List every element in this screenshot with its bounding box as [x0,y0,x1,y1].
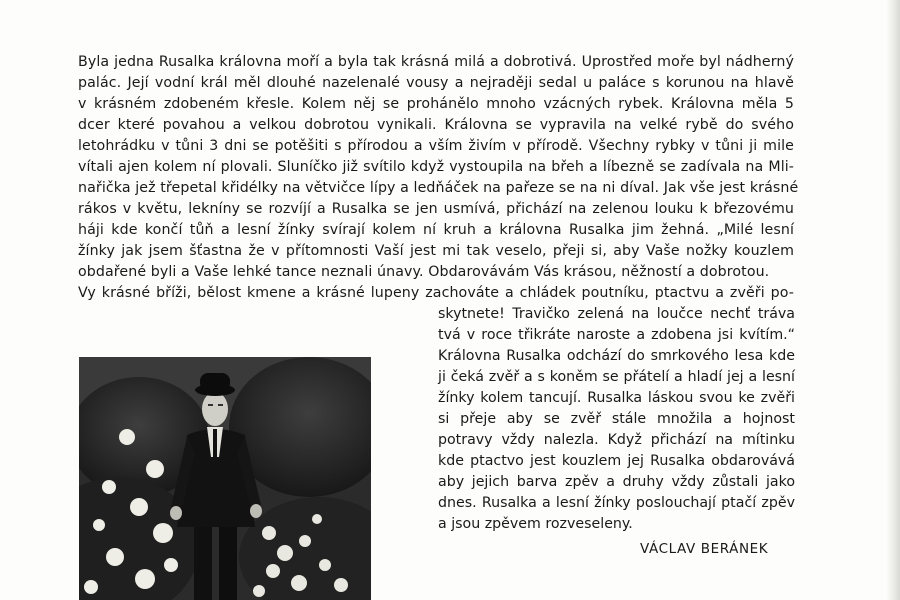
text-line: dnes. Rusalka a lesní žínky poslouchají ptačí zpěv [438,495,795,511]
text-line: a jsou zpěvem rozveseleny. [438,516,633,532]
author-signature: VÁCLAV BERÁNEK [640,541,769,557]
text-line: vítali ajen kolem ní plovali. Sluníčko již svítilo když vystoupila na břeh a líbezně se zadívala na Mli- [78,159,794,175]
text-line: rákos v květu, lekníny se rozvíjí a Rusalka se jen usmívá, přichází na zelenou louku k březovému [78,201,794,217]
text-line: Byla jedna Rusalka královna moří a byla tak krásná milá a dobrotivá. Uprostřed moře byl nádherný [78,54,794,70]
text-line: žínky kolem tancují. Rusalka láskou svou ke zvěři [438,390,795,406]
text-line: letohrádku v tůni 3 dni se potěšiti s přírodou a vším živím v přírodě. Všechny rybky v tůni ji mile [78,138,794,154]
illustration [79,357,371,600]
text-line: žínky jak jsem šťastna že v přítomnosti Vaší jest mi tak veselo, přeji si, aby Vaše nožky kouzlem [78,243,794,259]
text-line: dcer které povahou a velkou dobrotou vynikali. Královna se vypravila na velké rybě do svého [78,117,794,133]
text-line: ji čeká zvěř a s koněm se přátelí a hladí jej a lesní [438,369,795,385]
page-edge [886,0,900,600]
text-line: Královna Rusalka odchází do smrkového lesa kde [438,348,795,364]
text-line: tvá v roce třikráte naroste a zdobena jsi kvítím.“ [438,327,795,343]
text-line: potravy vždy nalezla. Když přichází na mítinku [438,432,795,448]
text-line: v krásném zdobeném křesle. Kolem něj se prohánělo mnoho vzácných rybek. Královna měla 5 [78,96,794,112]
text-line: kde ptactvo jest kouzlem jej Rusalka obdarovává [438,453,795,469]
painting-image [79,357,371,600]
text-line: aby jejich barva zpěv a druhy vždy zůstali jako [438,474,795,490]
text-line: si přeje aby se zvěř stále množila a hojnost [438,411,795,427]
text-line: obdařené byli a Vaše lehké tance neznali únavy. Obdarovávám Vás krásou, něžností a dobrotou. [78,264,770,280]
text-line: nařička jež třepetal křidélky na větvičce lípy a ledňáček na pařeze se na ni díval. Jak vše jest krásné [78,180,799,196]
text-line: skytnete! Travičko zelená na loučce nechť tráva [438,306,795,322]
text-line: Vy krásné bříži, bělost kmene a krásné lupeny zachováte a chládek poutníku, ptactvu a zvěři po- [78,285,794,301]
text-line: palác. Její vodní král měl dlouhé nazelenalé vousy a nejraději sedal u paláce s korunou na hlavě [78,75,794,91]
text-line: háji kde končí tůň a lesní žínky svírají kolem ní kruh a královna Rusalka jim žehná. „Milé lesní [78,222,794,238]
